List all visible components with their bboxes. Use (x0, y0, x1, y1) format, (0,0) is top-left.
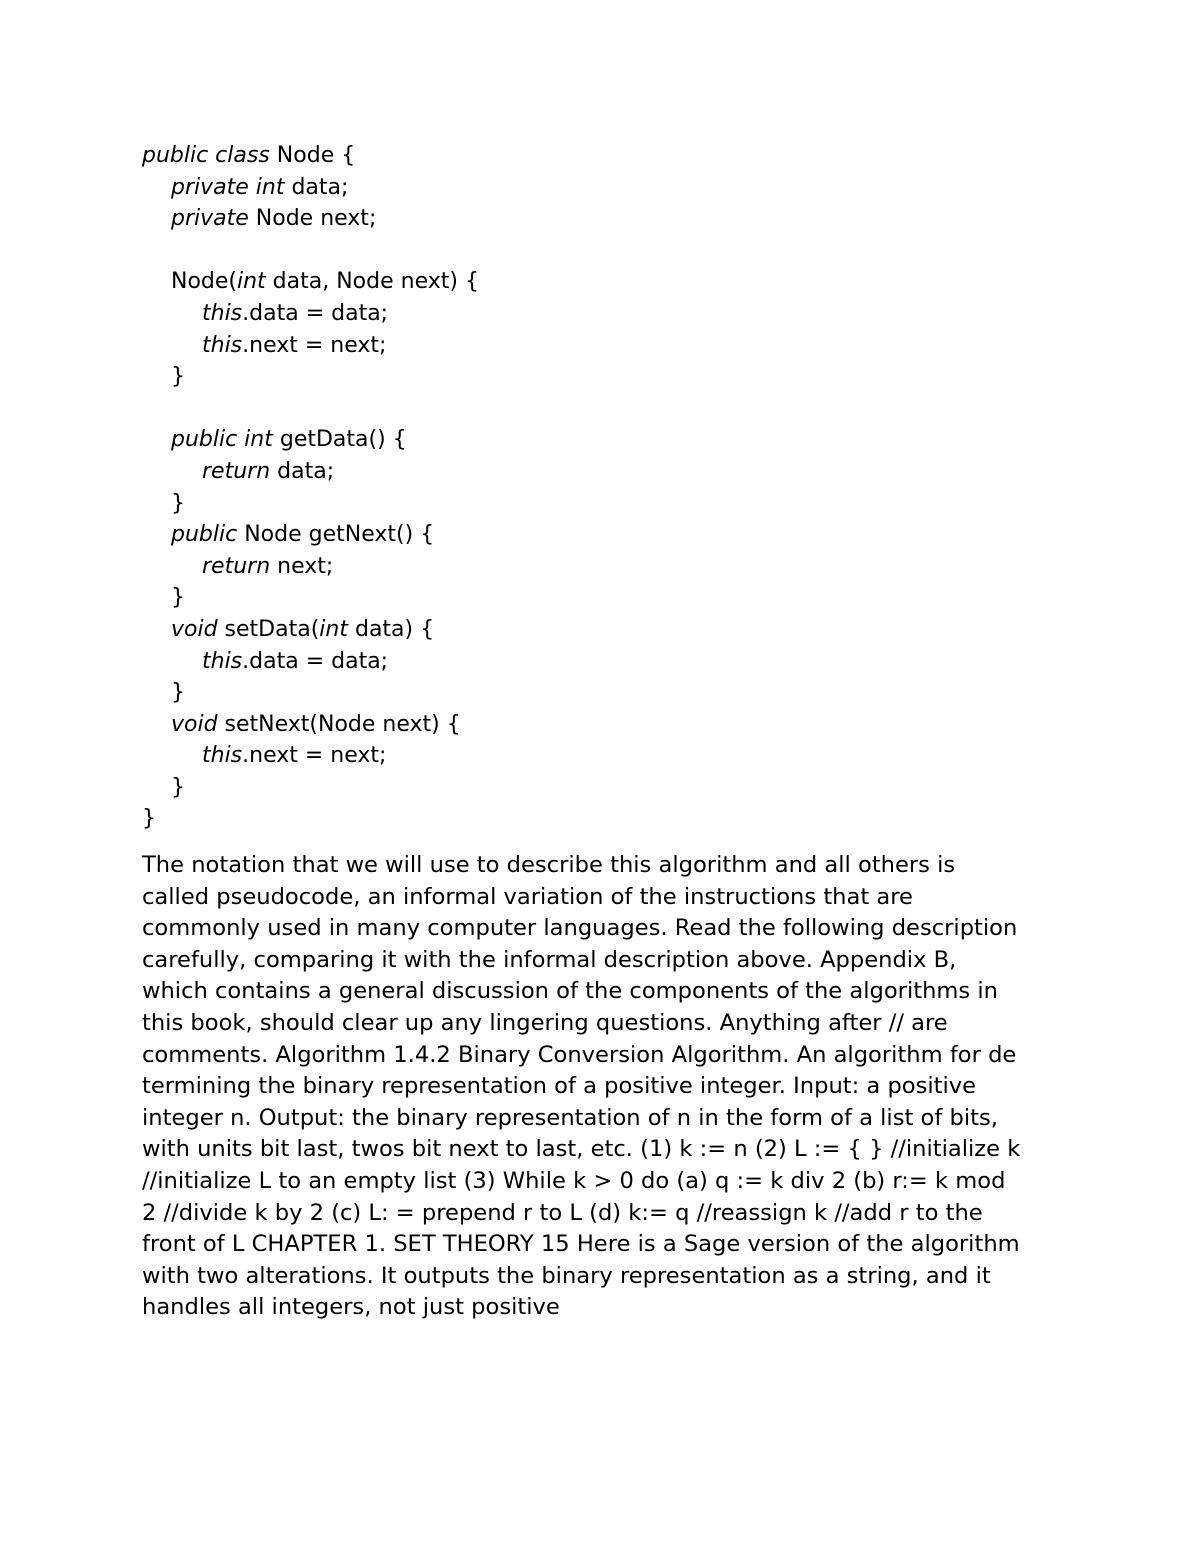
paragraph-line: front of L CHAPTER 1. SET THEORY 15 Here is a Sage version of the algorithm (142, 1231, 1020, 1258)
paragraph-line: commonly used in many computer languages. Read the following description (142, 915, 1018, 942)
code-text: Node( (171, 269, 237, 295)
code-line (142, 266, 1082, 298)
body-paragraph (142, 850, 1072, 1324)
paragraph-line: which contains a general discussion of the components of the algorithms in (142, 978, 998, 1005)
code-keyword: public class (142, 143, 270, 168)
code-line (142, 330, 1082, 362)
code-line (142, 677, 1082, 709)
code-keyword: public (171, 522, 238, 548)
code-text: Node getNext() { (237, 522, 435, 548)
code-line (142, 614, 1082, 646)
code-keyword: this (202, 743, 243, 769)
code-text: Node next; (248, 206, 377, 232)
paragraph-line: this book, should clear up any lingering questions. Anything after // are (142, 1009, 948, 1036)
code-line (142, 361, 1082, 393)
code-text: .data = data; (242, 648, 389, 674)
paragraph-line: //initialize L to an empty list (3) While k > 0 do (a) q := k div 2 (b) r:= k mod (142, 1167, 1006, 1194)
code-keyword: int (237, 269, 266, 295)
code-text: .next = next; (242, 743, 387, 769)
code-text: setNext(Node next) { (217, 711, 461, 737)
paragraph-line: The notation that we will use to describe this algorithm and all others is (142, 852, 956, 878)
code-line (142, 298, 1082, 330)
code-blank-line (142, 393, 1082, 425)
code-line (142, 551, 1082, 583)
code-keyword: private (171, 206, 249, 232)
code-text: data, Node next) { (265, 269, 479, 295)
code-keyword: private int (171, 174, 285, 200)
code-text: .data = data; (242, 300, 389, 326)
code-text: } (171, 364, 185, 390)
code-line (142, 740, 1082, 772)
code-line (142, 772, 1082, 804)
code-line (142, 140, 1082, 172)
code-keyword: public int (171, 427, 273, 453)
code-line (142, 456, 1082, 488)
code-text: data; (270, 458, 335, 484)
paragraph-line: comments. Algorithm 1.4.2 Binary Conversion Algorithm. An algorithm for de (142, 1041, 1017, 1068)
code-line (142, 709, 1082, 741)
code-keyword: void (171, 711, 218, 737)
code-keyword: void (171, 616, 218, 642)
paragraph-line: with two alterations. It outputs the binary representation as a string, and it (142, 1262, 991, 1289)
code-line (142, 519, 1082, 551)
code-text: } (142, 806, 156, 832)
paragraph-line: integer n. Output: the binary representation of n in the form of a list of bits, (142, 1104, 998, 1131)
code-text: next; (270, 553, 334, 579)
java-code-listing (142, 140, 1082, 835)
paragraph-line: called pseudocode, an informal variation of the instructions that are (142, 883, 913, 910)
code-line (142, 424, 1082, 456)
code-blank-line (142, 235, 1082, 267)
code-line (142, 488, 1082, 520)
code-keyword: this (202, 648, 243, 674)
code-text: data; (284, 174, 349, 200)
code-text: } (171, 585, 185, 611)
code-text: data) { (347, 616, 435, 642)
code-keyword: int (319, 616, 348, 642)
code-line (142, 582, 1082, 614)
paragraph-line: termining the binary representation of a positive integer. Input: a positive (142, 1073, 977, 1100)
code-line (142, 803, 1082, 835)
code-text: getData() { (272, 427, 407, 453)
code-text: } (171, 680, 185, 706)
code-line (142, 646, 1082, 678)
paragraph-line: with units bit last, twos bit next to last, etc. (1) k := n (2) L := { } //initialize k (142, 1136, 1021, 1163)
paragraph-line: carefully, comparing it with the informal description above. Appendix B, (142, 946, 957, 973)
code-text: } (171, 490, 185, 516)
code-text: Node { (269, 143, 356, 168)
code-keyword: return (202, 553, 271, 579)
code-keyword: this (202, 300, 243, 326)
code-text: } (171, 774, 185, 800)
code-text: setData( (217, 616, 320, 642)
code-text: .next = next; (242, 332, 387, 358)
code-line (142, 203, 1082, 235)
code-keyword: return (202, 458, 271, 484)
paragraph-line: 2 //divide k by 2 (c) L: = prepend r to L (d) k:= q //reassign k //add r to the (142, 1199, 983, 1226)
code-line (142, 172, 1082, 204)
paragraph-line: handles all integers, not just positive (142, 1294, 560, 1321)
code-keyword: this (202, 332, 243, 358)
